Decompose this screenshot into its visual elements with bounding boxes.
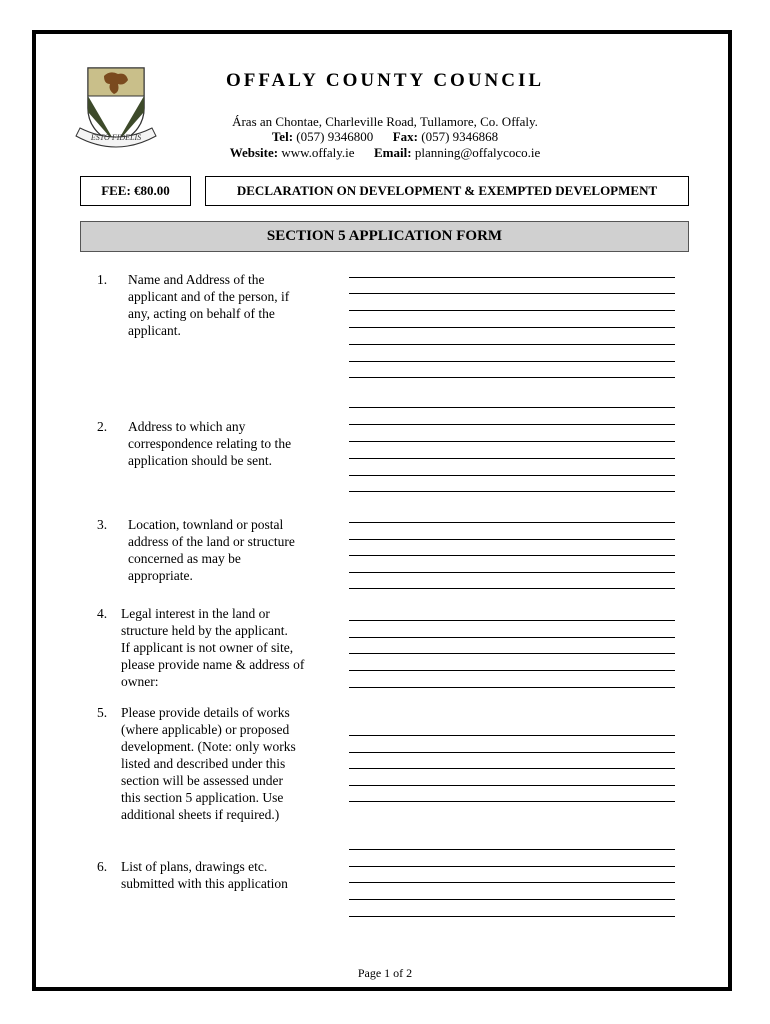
answer-line-q2[interactable]: [349, 441, 675, 442]
fax-value: (057) 9346868: [421, 129, 499, 144]
answer-line-q6[interactable]: [349, 866, 675, 867]
answer-line-q3[interactable]: [349, 539, 675, 540]
answer-line-q4[interactable]: [349, 687, 675, 688]
answer-line-q4[interactable]: [349, 670, 675, 671]
question-text-line: Name and Address of the: [128, 272, 265, 287]
question-text-line: please provide name & address of: [121, 657, 305, 672]
question-text-line: development. (Note: only works: [121, 739, 296, 754]
question-text-line: appropriate.: [128, 568, 193, 583]
answer-line-q2[interactable]: [349, 491, 675, 492]
question-number: 4.: [97, 606, 108, 621]
answer-line-q1[interactable]: [349, 293, 675, 294]
council-address: Áras an Chontae, Charleville Road, Tullamore, Co. Offaly.: [232, 114, 538, 129]
question-text-line: If applicant is not owner of site,: [121, 640, 294, 655]
answer-line-q4[interactable]: [349, 653, 675, 654]
answer-line-q1[interactable]: [349, 361, 675, 362]
answer-line-q5[interactable]: [349, 752, 675, 753]
answer-line-q5[interactable]: [349, 768, 675, 769]
question-text-line: Legal interest in the land or: [121, 606, 270, 621]
question-text-line: Address to which any: [128, 419, 246, 434]
question-text-line: concerned as may be: [128, 551, 241, 566]
fax-label: Fax:: [392, 129, 418, 144]
question-text-line: Location, townland or postal: [128, 517, 284, 532]
answer-line-q1[interactable]: [349, 407, 675, 408]
answer-line-q1[interactable]: [349, 344, 675, 345]
answer-line-q6[interactable]: [349, 849, 675, 850]
question-text-line: section will be assessed under: [121, 773, 283, 788]
answer-line-q4[interactable]: [349, 620, 675, 621]
question-text-line: applicant.: [128, 323, 181, 338]
svg-text:ESTO FIDELIS: ESTO FIDELIS: [90, 133, 142, 142]
question-text-line: structure held by the applicant.: [121, 623, 288, 638]
question-text-line: submitted with this application: [121, 876, 288, 891]
answer-line-q2[interactable]: [349, 475, 675, 476]
question-text-line: (where applicable) or proposed: [121, 722, 290, 737]
answer-line-q5[interactable]: [349, 801, 675, 802]
question-text-line: address of the land or structure: [128, 534, 295, 549]
council-title: OFFALY COUNTY COUNCIL: [225, 70, 545, 91]
question-text-line: application should be sent.: [128, 453, 272, 468]
answer-line-q2[interactable]: [349, 424, 675, 425]
offaly-crest-logo: [70, 62, 162, 156]
answer-line-q1[interactable]: [349, 277, 675, 278]
question-number: 3.: [97, 517, 108, 532]
answer-line-q6[interactable]: [349, 916, 675, 917]
question-number: 1.: [97, 272, 108, 287]
answer-line-q1[interactable]: [349, 310, 675, 311]
answer-line-q6[interactable]: [349, 882, 675, 883]
answer-line-q6[interactable]: [349, 899, 675, 900]
answer-line-q1[interactable]: [349, 377, 675, 378]
declaration-title: DECLARATION ON DEVELOPMENT & EXEMPTED DEVELOPMENT: [205, 176, 689, 206]
question-text-line: any, acting on behalf of the: [128, 306, 275, 321]
answer-line-q3[interactable]: [349, 522, 675, 523]
contact-web-line: [180, 145, 590, 160]
question-text-line: additional sheets if required.): [121, 807, 280, 822]
answer-line-q3[interactable]: [349, 555, 675, 556]
fee-box: FEE: €80.00: [80, 176, 191, 206]
contact-phone-line: [180, 129, 590, 144]
question-number: 5.: [97, 705, 108, 720]
question-text-line: this section 5 application. Use: [121, 790, 284, 805]
question-number: 2.: [97, 419, 108, 434]
website-label: Website:: [229, 145, 279, 160]
question-text-line: applicant and of the person, if: [128, 289, 290, 304]
website-value[interactable]: www.offaly.ie: [281, 145, 355, 160]
question-text-line: listed and described under this: [121, 756, 286, 771]
page-number: Page 1 of 2: [357, 966, 413, 980]
answer-line-q5[interactable]: [349, 735, 675, 736]
answer-line-q3[interactable]: [349, 572, 675, 573]
answer-line-q3[interactable]: [349, 588, 675, 589]
answer-line-q4[interactable]: [349, 637, 675, 638]
page-border: [32, 30, 732, 991]
answer-line-q2[interactable]: [349, 458, 675, 459]
answer-line-q5[interactable]: [349, 785, 675, 786]
question-text-line: owner:: [121, 674, 159, 689]
question-number: 6.: [97, 859, 108, 874]
answer-line-q1[interactable]: [349, 327, 675, 328]
tel-value: (057) 9346800: [296, 129, 374, 144]
question-text-line: List of plans, drawings etc.: [121, 859, 268, 874]
question-text-line: correspondence relating to the: [128, 436, 292, 451]
tel-label: Tel:: [271, 129, 294, 144]
question-text-line: Please provide details of works: [121, 705, 290, 720]
email-label: Email:: [374, 145, 412, 160]
email-value[interactable]: planning@offalycoco.ie: [414, 145, 541, 160]
section-title-bar: SECTION 5 APPLICATION FORM: [80, 221, 689, 252]
